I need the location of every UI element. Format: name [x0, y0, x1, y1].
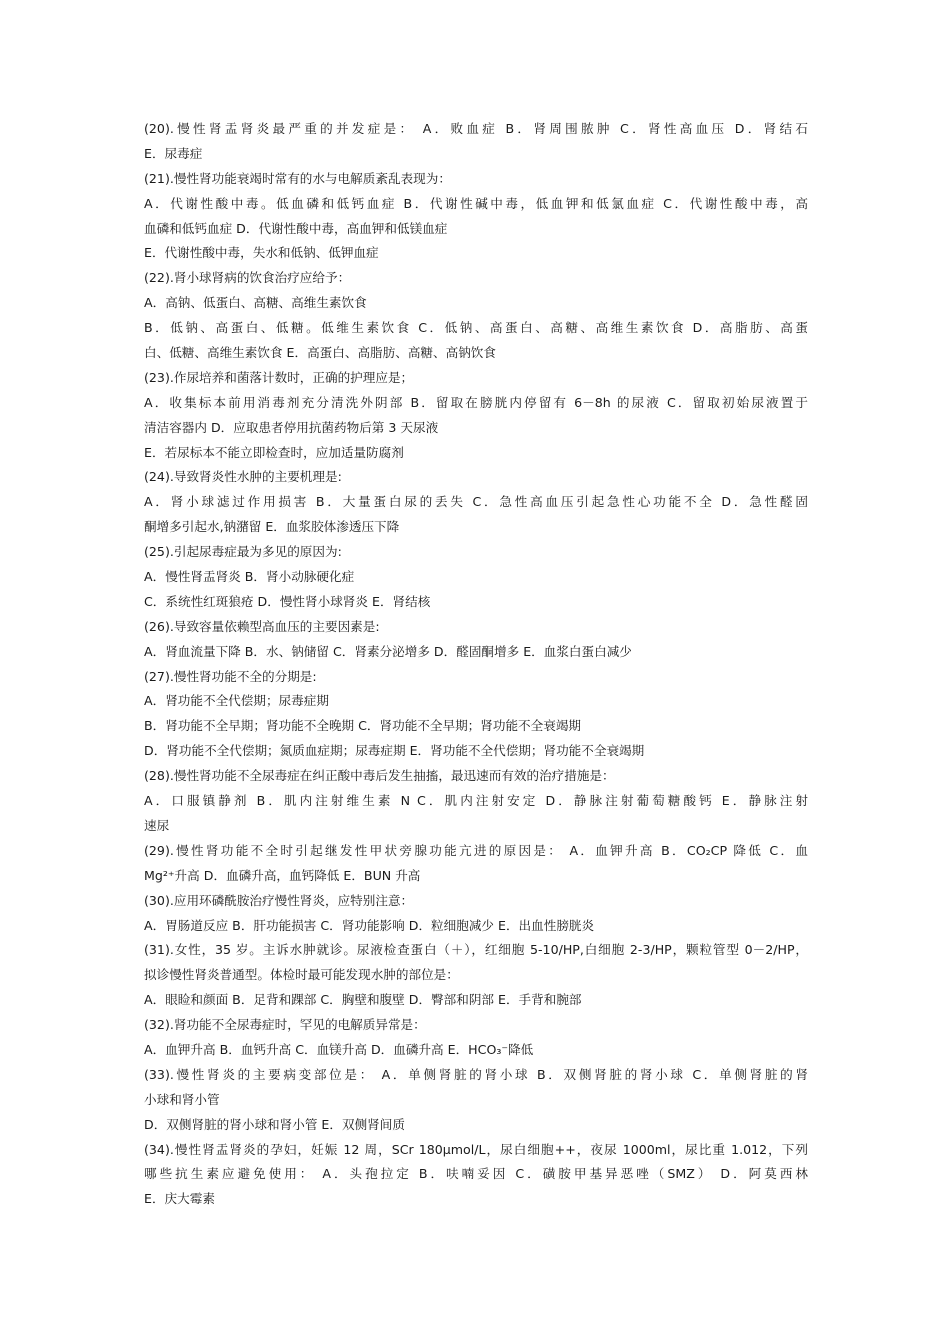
text-line: 血磷和低钙血症 D．代谢性酸中毒，高血钾和低镁血症 [144, 220, 448, 236]
text-line: (20).慢性肾盂肾炎最严重的并发症是： A．败血症 B．肾周围脓肿 C．肾性高血压 D．肾结石 [144, 121, 808, 136]
text-line: 小球和肾小管 [144, 1091, 220, 1107]
text-line: Mg²⁺升高 D．血磷升高，血钙降低 E．BUN 升高 [144, 867, 421, 883]
text-line: A．胃肠道反应 B．肝功能损害 C．肾功能影响 D．粒细胞减少 E．出血性膀胱炎 [144, 917, 595, 933]
text-line: A．收集标本前用消毒剂充分清洗外阴部 B．留取在膀胱内停留有 6－8h 的尿液 C．留取初始尿液置于 [144, 394, 808, 410]
text-line: A．血钾升高 B．血钙升高 C．血镁升高 D．血磷升高 E．HCO₃⁻降低 [144, 1041, 534, 1057]
text-line: A．慢性肾盂肾炎 B．肾小动脉硬化症 [144, 569, 355, 585]
text-line: (33).慢性肾炎的主要病变部位是： A．单侧肾脏的肾小球 B．双侧肾脏的肾小球 C．单侧肾脏的肾 [144, 1066, 808, 1082]
text-line: A．高钠、低蛋白、高糖、高维生素饮食 [144, 295, 367, 311]
text-line: (30).应用环磷酰胺治疗慢性肾炎，应特别注意： [144, 892, 414, 908]
text-line: (34).慢性肾盂肾炎的孕妇，妊娠 12 周，SCr 180μmol/L，尿白细胞++，夜尿 1000ml，尿比重 1.012，下列 [144, 1141, 808, 1157]
text-line: E．尿毒症 [144, 145, 203, 161]
text-line: (32).肾功能不全尿毒症时，罕见的电解质异常是： [144, 1017, 426, 1033]
text-line: 速尿 [144, 817, 170, 833]
text-line: D．肾功能不全代偿期；氮质血症期；尿毒症期 E．肾功能不全代偿期；肾功能不全衰竭期 [144, 743, 645, 759]
text-line: (25).引起尿毒症最为多见的原因为: [144, 544, 342, 560]
text-line: 拟诊慢性肾炎普通型。体检时最可能发现水肿的部位是： [144, 967, 459, 983]
text-line: (27).慢性肾功能不全的分期是: [144, 668, 317, 684]
text-line: (21).慢性肾功能衰竭时常有的水与电解质紊乱表现为： [144, 170, 451, 186]
text-line: E．庆大霉素 [144, 1191, 215, 1207]
text-line: 哪些抗生素应避免使用： A．头孢拉定 B．呋喃妥因 C．磺胺甲基异恶唑（SMZ） D．阿莫西林 [144, 1166, 808, 1182]
text-line: E．代谢性酸中毒，失水和低钠、低钾血症 [144, 245, 379, 261]
text-line: A．肾小球滤过作用损害 B．大量蛋白尿的丢失 C．急性高血压引起急性心功能不全 D．急性醛固 [144, 494, 808, 510]
text-line: C．系统性红斑狼疮 D．慢性肾小球肾炎 E．肾结核 [144, 593, 431, 609]
text-line: B．低钠、高蛋白、低糖。低维生素饮食 C．低钠、高蛋白、高糖、高维生素饮食 D．高脂肪、高蛋 [144, 320, 808, 336]
text-line: 清洁容器内 D．应取患者停用抗菌药物后第 3 天尿液 [144, 419, 439, 435]
text-line: A．肾血流量下降 B．水、钠储留 C．肾素分泌增多 D．醛固酮增多 E．血浆白蛋白减少 [144, 643, 632, 659]
text-line: (23).作尿培养和菌落计数时，正确的护理应是； [144, 369, 414, 385]
text-line: (28).慢性肾功能不全尿毒症在纠正酸中毒后发生抽搐，最迅速而有效的治疗措施是： [144, 768, 615, 784]
text-line: (26).导致容量依赖型高血压的主要因素是: [144, 618, 380, 634]
text-line: 白、低糖、高维生素饮食 E．高蛋白、高脂肪、高糖、高钠饮食 [144, 345, 496, 361]
text-line: B．肾功能不全早期；肾功能不全晚期 C．肾功能不全早期；肾功能不全衰竭期 [144, 718, 582, 734]
text-line: A．肾功能不全代偿期；尿毒症期 [144, 693, 329, 709]
text-line: E．若尿标本不能立即检查时，应加适量防腐剂 [144, 444, 404, 460]
text-line: (22).肾小球肾病的饮食治疗应给予： [144, 270, 351, 286]
text-line: A．眼睑和颜面 B．足背和踝部 C．胸壁和腹壁 D．臀部和阴部 E．手背和腕部 [144, 992, 582, 1008]
text-line: 酮增多引起水,钠潴留 E．血浆胶体渗透压下降 [144, 519, 400, 535]
text-line: A．代谢性酸中毒。低血磷和低钙血症 B．代谢性碱中毒，低血钾和低氯血症 C．代谢性酸中毒，高 [144, 195, 808, 211]
document-page [144, 117, 808, 1212]
text-line: (31).女性，35 岁。主诉水肿就诊。尿液检查蛋白（＋），红细胞 5-10/HP,白细胞 2-3/HP，颗粒管型 0－2/HP， [144, 942, 808, 958]
text-line: (24).导致肾炎性水肿的主要机理是: [144, 469, 342, 485]
text-line: A．口服镇静剂 B．肌内注射维生素 N C．肌内注射安定 D．静脉注射葡萄糖酸钙 E．静脉注射 [144, 793, 808, 809]
text-line: (29).慢性肾功能不全时引起继发性甲状旁腺功能亢进的原因是： A．血钾升高 B．CO₂CP 降低 C．血 [144, 842, 808, 858]
text-line: D．双侧肾脏的肾小球和肾小管 E．双侧肾间质 [144, 1116, 405, 1132]
